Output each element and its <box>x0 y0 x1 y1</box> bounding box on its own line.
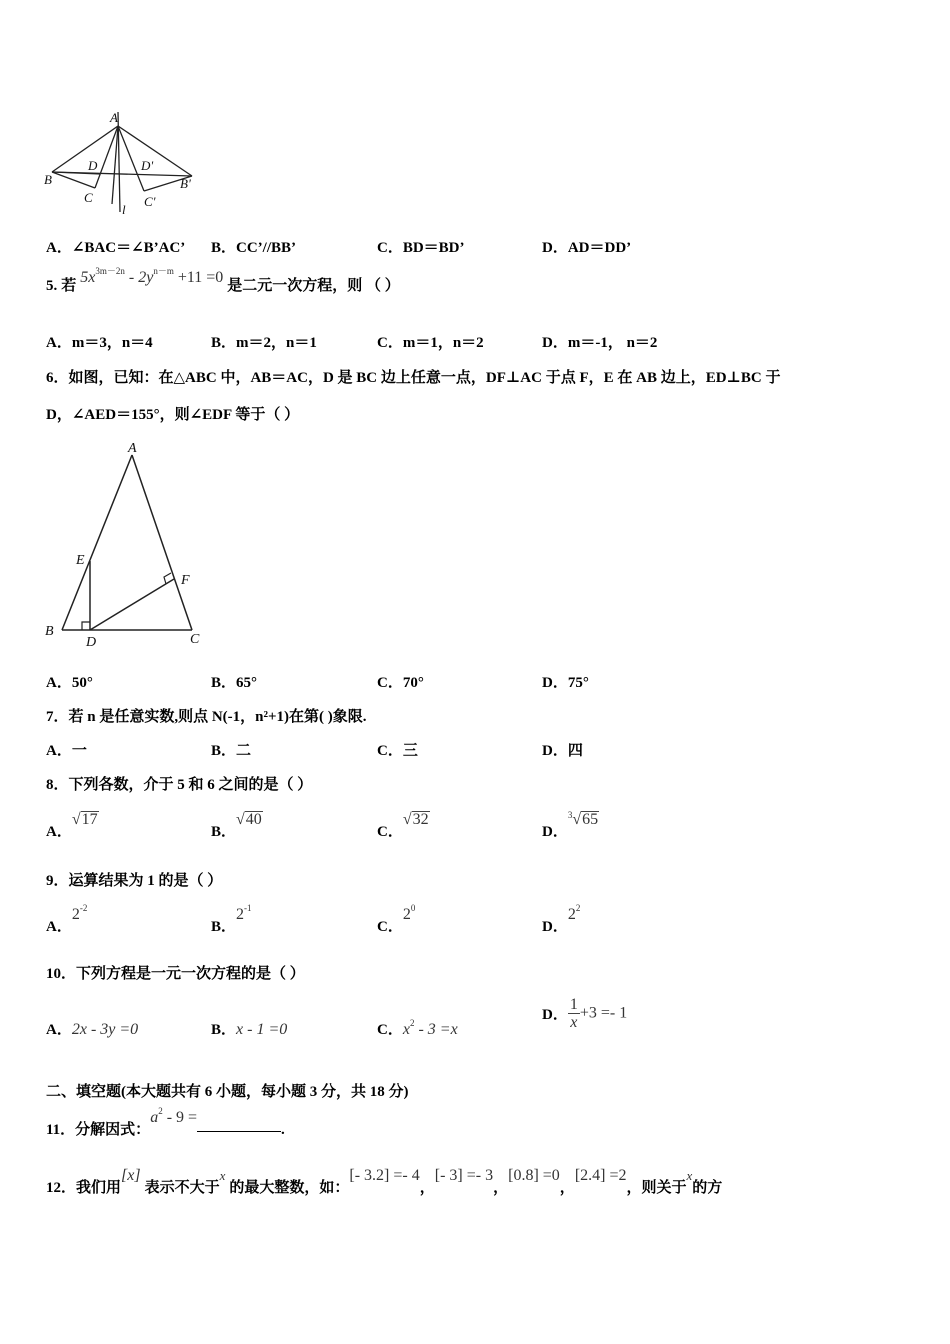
q10-option-c: C．$x^2 - 3 =x$ <box>377 1018 458 1038</box>
q9-stem: 9．运算结果为 1 的是（ ） <box>46 873 223 889</box>
label-C-prime: C' <box>144 194 156 209</box>
q8-option-b: B．√40 <box>211 811 262 840</box>
q6-stem-line2: D，∠AED＝155°，则∠EDF 等于（ ） <box>46 407 300 423</box>
q5-prefix: 若 <box>61 278 77 294</box>
q4-option-a: A．∠BAC＝∠B’AC’ <box>46 240 186 256</box>
q8-option-d: D．$^3$√65 <box>542 810 599 840</box>
q9-option-c: C．$2^0$ <box>377 903 416 935</box>
seg-BC <box>52 172 95 188</box>
seg-AD-line <box>112 126 118 204</box>
label-D: D <box>88 158 98 173</box>
seg-DF <box>90 579 174 630</box>
label-F: F <box>181 573 190 588</box>
q4-option-c: C．BD＝BD’ <box>377 240 465 256</box>
q7-option-a: A．一 <box>46 743 87 759</box>
q4-option-b: B．CC’//BB’ <box>211 240 297 256</box>
figure-triangle-abc <box>40 440 210 652</box>
q9-option-a: A．$2^{-2}$ <box>46 903 88 935</box>
q7-option-b: B．二 <box>211 743 252 759</box>
figure-reflection <box>40 108 210 218</box>
side-AC <box>132 455 192 630</box>
q5-option-a: A．m＝3，n＝4 <box>46 335 153 351</box>
q6-option-a: A．50° <box>46 675 93 691</box>
q5-suffix: 是二元一次方程，则 （ ） <box>227 278 400 294</box>
question-5 <box>46 266 400 295</box>
q7-stem: 7．若 n 是任意实数,则点 N(-1，n²+1)在第( )象限. <box>46 709 367 725</box>
label-A: A <box>110 110 118 125</box>
label-A: A <box>128 441 137 456</box>
q6-option-d: D．75° <box>542 675 589 691</box>
label-D: D <box>86 635 97 650</box>
label-B: B <box>45 624 54 639</box>
label-D-prime: D' <box>141 158 154 173</box>
seg-AB <box>52 126 118 172</box>
q11-answer-blank[interactable] <box>197 1117 281 1132</box>
side-AB <box>62 455 132 630</box>
label-B-prime: B' <box>180 176 191 191</box>
label-C: C <box>84 190 93 205</box>
q9-option-b: B．$2^{-1}$ <box>211 903 252 935</box>
q9-option-d: D．$2^2$ <box>542 903 581 935</box>
question-11: 11．分解因式：$a^2 - 9$ =. <box>46 1106 285 1138</box>
q5-option-c: C．m＝1，n＝2 <box>377 335 484 351</box>
q10-option-a: A．2x - 3y =0 <box>46 1021 139 1038</box>
label-E: E <box>76 553 85 568</box>
seg-AB2 <box>118 126 192 176</box>
q5-equation: $5x^{3m-2n} - 2y^{n-m} +11 =0$ <box>80 266 224 286</box>
q10-option-d: D． $\frac{1}{x}$ +3 =- 1 <box>542 996 628 1031</box>
right-angle-d <box>82 622 90 630</box>
question-12: 12．我们用[x] 表示不大于x 的最大整数，如：[- 3.2] =- 4，[- 3] =- 3，[0.8] =0，[2.4] =2，则关于x的方 <box>46 1167 723 1196</box>
section-2-heading: 二、填空题(本大题共有 6 小题，每小题 3 分，共 18 分) <box>46 1084 409 1100</box>
q7-option-d: D．四 <box>542 743 583 759</box>
q5-option-d: D．m＝-1， n＝2 <box>542 335 658 351</box>
q10-stem: 10．下列方程是一元一次方程的是（ ） <box>46 966 305 982</box>
q8-stem: 8．下列各数，介于 5 和 6 之间的是（ ） <box>46 777 313 793</box>
q8-option-a: A．√17 <box>46 811 98 840</box>
label-C: C <box>190 632 200 647</box>
label-l: l <box>122 202 126 217</box>
q7-option-c: C．三 <box>377 743 418 759</box>
q10-option-b: B．x - 1 =0 <box>211 1021 288 1038</box>
q5-option-b: B．m＝2，n＝1 <box>211 335 317 351</box>
q8-option-c: C．√32 <box>377 811 429 840</box>
q6-option-b: B．65° <box>211 675 258 691</box>
q5-number: 5. <box>46 278 58 294</box>
q4-option-d: D．AD＝DD’ <box>542 240 632 256</box>
label-B: B <box>44 172 52 187</box>
q6-stem-line1: 6．如图，已知：在△ABC 中，AB＝AC，D 是 BC 边上任意一点，DF⊥AC 于点 F，E 在 AB 边上，ED⊥BC 于 <box>46 370 781 386</box>
q6-option-c: C．70° <box>377 675 424 691</box>
